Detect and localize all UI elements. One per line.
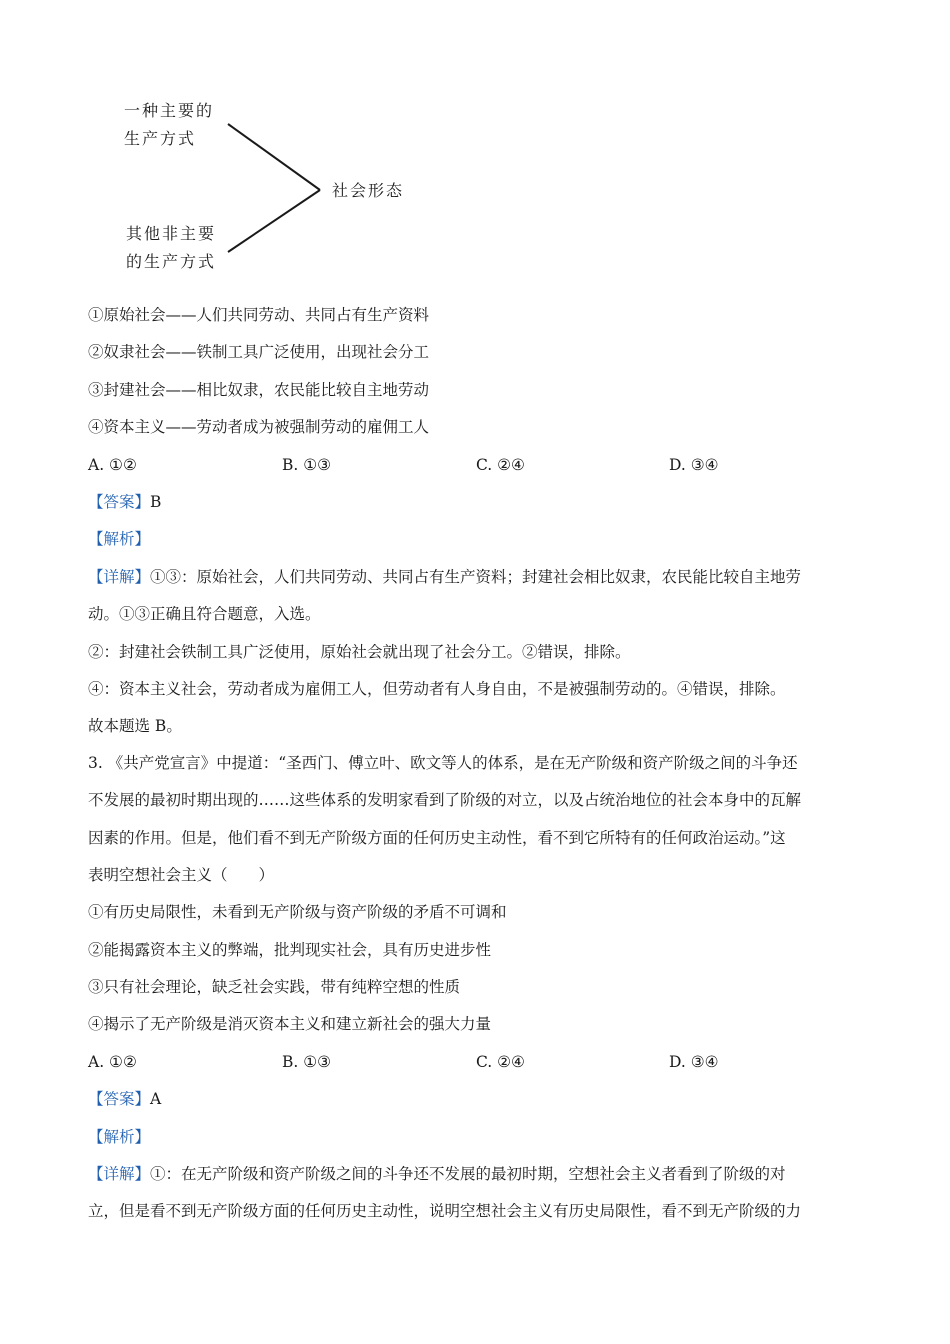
q2-detail-tag: 【详解】 xyxy=(88,568,151,586)
q2-detail-line-5: 故本题选 B。 xyxy=(88,717,182,735)
q2-answer xyxy=(88,490,161,514)
q3-stem-line-4: 表明空想社会主义（ ） xyxy=(88,866,275,884)
q3-statement-1: ①有历史局限性，未看到无产阶级与资产阶级的矛盾不可调和 xyxy=(88,903,507,921)
q2-analysis-tag: 【解析】 xyxy=(88,530,151,548)
q2-statement-3: ③封建社会——相比奴隶，农民能比较自主地劳动 xyxy=(88,381,430,399)
q3-answer-tag: 【答案】 xyxy=(88,1090,151,1108)
q2-option-c: C. ②④ xyxy=(476,456,525,474)
q3-detail-line-2: 立，但是看不到无产阶级方面的任何历史主动性，说明空想社会主义有历史局限性，看不到无产阶级的力 xyxy=(88,1202,802,1220)
q3-answer-value: A xyxy=(150,1090,162,1108)
q3-option-b: B. ①③ xyxy=(282,1053,332,1071)
q3-stem-line-1: 3. 《共产党宣言》中提道：“圣西门、傅立叶、欧文等人的体系，是在无产阶级和资产阶级之间的斗争还 xyxy=(88,754,798,772)
q3-detail-tag: 【详解】 xyxy=(88,1165,151,1183)
q3-statement-4: ④揭示了无产阶级是消灭资本主义和建立新社会的强大力量 xyxy=(88,1015,492,1033)
q2-option-b: B. ①③ xyxy=(282,456,332,474)
diagram-other-mode-line2: 的生产方式 xyxy=(126,252,217,271)
q2-statement-1: ①原始社会——人们共同劳动、共同占有生产资料 xyxy=(88,306,430,324)
q2-option-d: D. ③④ xyxy=(669,456,719,474)
q3-option-a: A. ①② xyxy=(88,1053,137,1071)
q3-option-c: C. ②④ xyxy=(476,1053,525,1071)
diagram-other-mode-line1: 其他非主要 xyxy=(126,224,217,243)
q3-detail-line-1 xyxy=(88,1162,786,1186)
q3-analysis-tag: 【解析】 xyxy=(88,1128,151,1146)
q2-detail-line-1 xyxy=(88,565,801,589)
q2-detail-text-1: ①③：原始社会，人们共同劳动、共同占有生产资料；封建社会相比奴隶，农民能比较自主地劳 xyxy=(150,568,802,586)
q3-statement-3: ③只有社会理论，缺乏社会实践，带有纯粹空想的性质 xyxy=(88,978,461,996)
q2-detail-line-4: ④：资本主义社会，劳动者成为雇佣工人，但劳动者有人身自由，不是被强制劳动的。④错误，排除。 xyxy=(88,680,786,698)
diagram-main-mode-line1: 一种主要的 xyxy=(124,101,215,120)
q3-statement-2: ②能揭露资本主义的弊端，批判现实社会，具有历史进步性 xyxy=(88,941,492,959)
social-formation-diagram xyxy=(110,92,430,282)
q2-answer-value: B xyxy=(150,493,162,511)
q2-answer-tag: 【答案】 xyxy=(88,493,151,511)
q3-stem-line-2: 不发展的最初时期出现的……这些体系的发明家看到了阶级的对立，以及占统治地位的社会本身中的瓦解 xyxy=(88,791,802,809)
q2-option-a: A. ①② xyxy=(88,456,137,474)
q3-option-d: D. ③④ xyxy=(669,1053,719,1071)
q2-detail-line-3: ②：封建社会铁制工具广泛使用，原始社会就出现了社会分工。②错误，排除。 xyxy=(88,643,631,661)
q3-stem-line-3: 因素的作用。但是，他们看不到无产阶级方面的任何历史主动性，看不到它所特有的任何政治运动。”这 xyxy=(88,829,786,847)
q3-answer xyxy=(88,1087,161,1111)
q2-statement-2: ②奴隶社会——铁制工具广泛使用，出现社会分工 xyxy=(88,343,430,361)
q2-detail-line-2: 动。①③正确且符合题意，入选。 xyxy=(88,605,321,623)
diagram-result-label: 社会形态 xyxy=(332,181,405,200)
q3-detail-text-1: ①：在无产阶级和资产阶级之间的斗争还不发展的最初时期，空想社会主义者看到了阶级的对 xyxy=(150,1165,786,1183)
diagram-main-mode-line2: 生产方式 xyxy=(124,129,197,148)
q2-statement-4: ④资本主义——劳动者成为被强制劳动的雇佣工人 xyxy=(88,418,430,436)
